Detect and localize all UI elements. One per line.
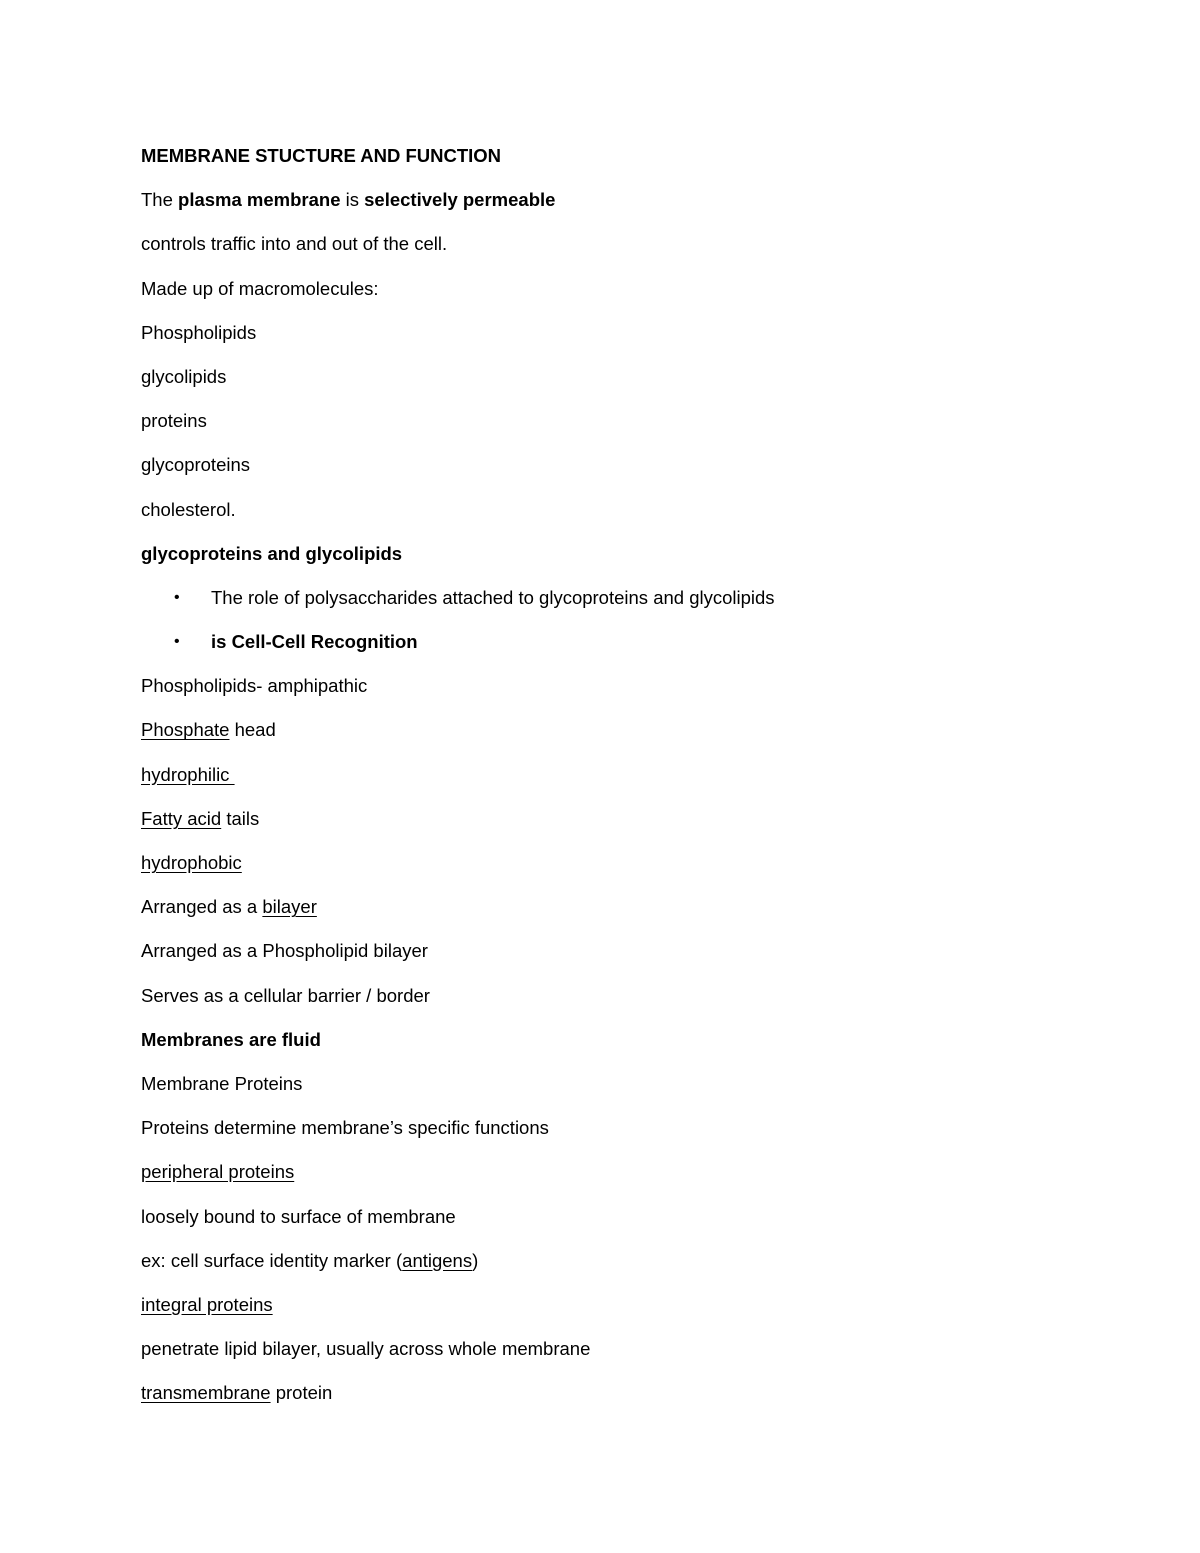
loosely-line: loosely bound to surface of membrane	[141, 1205, 456, 1227]
transmembrane-rest: protein	[270, 1382, 333, 1404]
bullet-text: is Cell-Cell Recognition	[211, 631, 418, 653]
bullet-text: The role of polysaccharides attached to glycoproteins and glycolipids	[211, 586, 775, 608]
integral-term: integral proteins	[141, 1293, 273, 1315]
made-up-line: Made up of macromolecules:	[141, 277, 379, 299]
phosphate-rest: head	[229, 719, 276, 741]
membrane-proteins-line: Membrane Proteins	[141, 1072, 303, 1094]
fatty-acid-term: Fatty acid	[141, 807, 222, 829]
phosphate-term: Phosphate	[141, 719, 230, 741]
peripheral-term: peripheral proteins	[141, 1161, 295, 1183]
hydrophilic-term: hydrophilic	[141, 763, 235, 785]
fatty-acid-line	[141, 805, 1101, 849]
determine-line: Proteins determine membrane’s specific functions	[141, 1117, 549, 1139]
antigens-pre: ex: cell surface identity marker (	[141, 1249, 403, 1271]
transmembrane-line	[141, 1379, 1101, 1423]
intro-text-c: is	[340, 189, 365, 211]
bilayer-line	[141, 893, 1101, 937]
bilayer-term: bilayer	[262, 896, 317, 918]
transmembrane-term: transmembrane	[141, 1382, 271, 1404]
intro-line	[141, 186, 1101, 230]
antigens-post: )	[472, 1249, 479, 1271]
document-title: MEMBRANE STUCTURE AND FUNCTION	[141, 145, 502, 166]
glycoproteins-line: glycoproteins	[141, 454, 251, 476]
penetrate-line: penetrate lipid bilayer, usually across whole membrane	[141, 1338, 591, 1360]
cholesterol-line: cholesterol.	[141, 498, 236, 520]
intro-text-a: The	[141, 189, 179, 211]
intro-term-selectively-permeable: selectively permeable	[364, 189, 556, 211]
glycolipids-line: glycolipids	[141, 365, 227, 387]
fluid-heading: Membranes are fluid	[141, 1028, 321, 1050]
bullet-icon: •	[174, 633, 180, 651]
proteins-line: proteins	[141, 410, 207, 432]
bullet-item	[141, 628, 1101, 672]
phosphate-head-line	[141, 716, 1101, 760]
phospholipids-line: Phospholipids	[141, 321, 257, 343]
phospholipid-bilayer-line: Arranged as a Phospholipid bilayer	[141, 940, 428, 962]
amphipathic-line: Phospholipids- amphipathic	[141, 675, 368, 697]
document-body	[141, 142, 1101, 1423]
integral-line	[141, 1291, 1101, 1335]
hydrophobic-line	[141, 849, 1101, 893]
hydrophobic-term: hydrophobic	[141, 852, 242, 873]
bullet-icon: •	[174, 588, 180, 606]
antigens-term: antigens	[402, 1249, 473, 1271]
intro-term-plasma-membrane: plasma membrane	[178, 189, 341, 211]
glyco-heading: glycoproteins and glycolipids	[141, 542, 403, 564]
barrier-line: Serves as a cellular barrier / border	[141, 984, 430, 1006]
antigens-line	[141, 1247, 1101, 1291]
hydrophilic-line	[141, 761, 1101, 805]
peripheral-line	[141, 1158, 1101, 1202]
controls-line: controls traffic into and out of the cell.	[141, 233, 448, 255]
fatty-acid-rest: tails	[221, 807, 260, 829]
bilayer-pre: Arranged as a	[141, 896, 263, 918]
bullet-item	[141, 584, 1101, 628]
